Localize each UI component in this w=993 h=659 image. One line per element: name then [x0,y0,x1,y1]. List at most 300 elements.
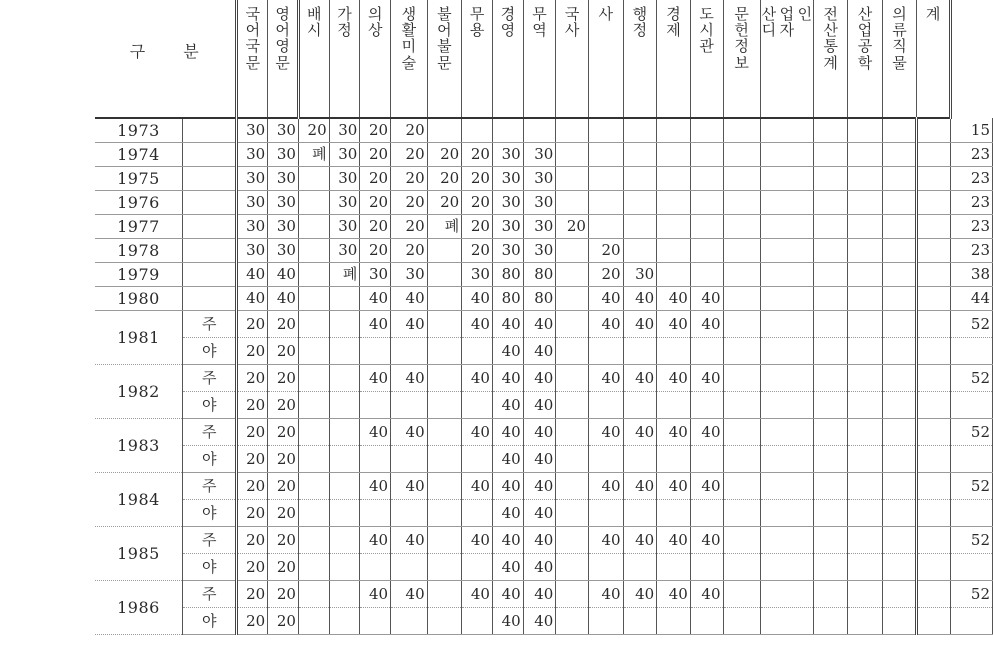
cell-eng: 20 [268,500,299,527]
cell-lib [690,554,723,581]
cell-trade: 40 [523,365,556,392]
cell-hist [556,118,589,143]
header-art-label: 생활미술 [401,5,417,72]
cell-hist [556,392,589,419]
cell-soc [588,554,623,581]
cell-info [723,167,760,191]
cell-stat [813,215,847,239]
cell-total [917,500,951,527]
cell-art: 40 [391,473,428,500]
cell-dance: 40 [462,311,493,338]
cell-econ [657,215,691,239]
cell-trade: 40 [523,311,556,338]
cell-ind [848,191,882,215]
cell-biz: 30 [492,215,523,239]
header-soc-label: 사 [598,5,614,23]
session-cell: 야 [182,608,237,635]
cell-hist [556,311,589,338]
cell-home [329,338,360,365]
cell-total [917,446,951,473]
cell-art [391,554,428,581]
cell-garment [882,365,916,392]
cell-art: 40 [391,581,428,608]
cell-dance [462,338,493,365]
cell-design [760,608,813,635]
header-dance-label: 무 용 [469,5,485,40]
cell-biz: 40 [492,365,523,392]
cell-art: 40 [391,527,428,554]
cell-total [917,143,951,167]
cell-dance: 40 [462,419,493,446]
cell-garment [882,608,916,635]
cell-fre: 폐 [427,215,462,239]
cell-biz: 40 [492,581,523,608]
cell-eng: 20 [268,554,299,581]
table-row [95,338,993,365]
header-eng-label: 영어영문 [275,5,290,72]
cell-home [329,473,360,500]
cell-info [723,365,760,392]
cell-design [760,311,813,338]
cell-garment [882,473,916,500]
cell-info [723,191,760,215]
cell-total: 23 [950,143,992,167]
cell-ind [848,239,882,263]
cell-eng: 20 [268,311,299,338]
cell-fre [427,554,462,581]
cell-hist [556,263,589,287]
cell-biz: 40 [492,311,523,338]
cell-total [917,263,951,287]
header-art [391,0,428,118]
cell-econ [657,239,691,263]
cell-kor: 20 [237,311,268,338]
cell-total: 23 [950,167,992,191]
cell-design [760,239,813,263]
cell-lib: 40 [690,311,723,338]
header-home-label: 가 정 [337,5,352,40]
session-cell [182,118,237,143]
cell-info [723,554,760,581]
cell-soc: 40 [588,287,623,311]
cell-total [917,365,951,392]
cell-cloth: 40 [360,311,391,338]
quota-table [95,0,993,635]
cell-art [391,446,428,473]
cell-adm [623,118,657,143]
cell-soc [588,446,623,473]
header-garment-label: 의류직물 [892,5,907,72]
cell-cloth: 40 [360,473,391,500]
cell-total [917,392,951,419]
cell-adm: 40 [623,473,657,500]
cell-biz: 30 [492,167,523,191]
cell-bio: 20 [298,118,329,143]
cell-stat [813,118,847,143]
year-cell: 1985 [95,527,182,581]
session-cell [182,263,237,287]
cell-info [723,118,760,143]
cell-home: 폐 [329,263,360,287]
session-cell: 야 [182,338,237,365]
cell-econ [657,554,691,581]
cell-garment [882,167,916,191]
cell-econ: 40 [657,473,691,500]
cell-ind [848,143,882,167]
cell-bio [298,527,329,554]
cell-kor: 20 [237,608,268,635]
header-dance [462,0,493,118]
header-adm-label: 행 정 [632,5,648,40]
cell-garment [882,527,916,554]
cell-art: 20 [391,167,428,191]
cell-dance [462,554,493,581]
cell-trade: 40 [523,446,556,473]
cell-ind [848,338,882,365]
header-biz-label: 경 영 [500,5,516,40]
header-biz [492,0,523,118]
cell-total: 52 [950,581,992,608]
header-econ-label: 경 제 [666,5,681,40]
cell-total [950,608,992,635]
cell-eng: 20 [268,581,299,608]
cell-kor: 20 [237,581,268,608]
year-cell: 1978 [95,239,182,263]
cell-info [723,473,760,500]
table-row [95,143,993,167]
cell-econ: 40 [657,365,691,392]
cell-adm [623,167,657,191]
table-row [95,608,993,635]
cell-bio [298,365,329,392]
cell-garment [882,191,916,215]
cell-eng: 30 [268,143,299,167]
cell-hist [556,473,589,500]
cell-garment [882,500,916,527]
cell-total [917,191,951,215]
year-cell: 1976 [95,191,182,215]
cell-hist [556,419,589,446]
cell-total [917,581,951,608]
cell-fre [427,473,462,500]
cell-stat [813,365,847,392]
cell-info [723,392,760,419]
session-cell: 주 [182,581,237,608]
cell-trade: 40 [523,473,556,500]
session-cell [182,215,237,239]
header-eng [268,0,299,118]
year-cell: 1974 [95,143,182,167]
cell-fre [427,446,462,473]
cell-home [329,365,360,392]
cell-stat [813,338,847,365]
header-design-part1: 산디 [761,5,777,40]
cell-total [950,554,992,581]
cell-design [760,143,813,167]
cell-dance [462,608,493,635]
cell-adm: 40 [623,419,657,446]
header-cloth [360,0,391,118]
cell-total [950,338,992,365]
cell-lib [690,446,723,473]
cell-design [760,338,813,365]
cell-kor: 20 [237,554,268,581]
cell-lib [690,608,723,635]
cell-hist [556,446,589,473]
cell-adm [623,500,657,527]
cell-trade: 30 [523,191,556,215]
header-stat [813,0,847,118]
cell-hist [556,167,589,191]
cell-ind [848,527,882,554]
year-cell: 1981 [95,311,182,365]
cell-trade: 30 [523,239,556,263]
cell-ind [848,554,882,581]
cell-cloth: 20 [360,215,391,239]
cell-bio [298,473,329,500]
table-row [95,581,993,608]
cell-econ [657,118,691,143]
cell-garment [882,143,916,167]
cell-art: 20 [391,215,428,239]
cell-trade: 40 [523,500,556,527]
cell-art [391,500,428,527]
cell-stat [813,500,847,527]
cell-total: 52 [950,419,992,446]
cell-cloth [360,608,391,635]
cell-total [950,500,992,527]
header-soc [588,0,623,118]
cell-eng: 20 [268,527,299,554]
header-fre-label: 불어불문 [437,5,452,72]
cell-fre [427,287,462,311]
cell-kor: 30 [237,143,268,167]
header-category-char2: 분 [183,41,201,61]
cell-eng: 20 [268,392,299,419]
cell-cloth: 40 [360,419,391,446]
cell-biz: 30 [492,191,523,215]
session-cell: 야 [182,446,237,473]
cell-hist [556,365,589,392]
cell-total [917,215,951,239]
cell-cloth: 40 [360,287,391,311]
cell-info [723,215,760,239]
cell-trade: 30 [523,167,556,191]
cell-info [723,419,760,446]
cell-econ [657,500,691,527]
cell-ind [848,581,882,608]
session-cell [182,239,237,263]
cell-home [329,392,360,419]
cell-eng: 20 [268,419,299,446]
cell-total: 23 [950,191,992,215]
header-kor-label: 국어국문 [245,5,261,72]
cell-art: 20 [391,191,428,215]
cell-home: 30 [329,215,360,239]
cell-trade: 30 [523,215,556,239]
cell-lib [690,215,723,239]
cell-stat [813,419,847,446]
cell-fre [427,338,462,365]
cell-fre [427,365,462,392]
cell-lib: 40 [690,581,723,608]
cell-hist [556,143,589,167]
table-row [95,446,993,473]
cell-garment [882,419,916,446]
cell-total [917,527,951,554]
cell-garment [882,554,916,581]
cell-cloth: 20 [360,191,391,215]
cell-stat [813,473,847,500]
quota-table-body [95,0,993,635]
cell-soc: 40 [588,473,623,500]
cell-lib: 40 [690,527,723,554]
header-trade [523,0,556,118]
cell-ind [848,311,882,338]
cell-fre [427,392,462,419]
cell-art: 20 [391,239,428,263]
cell-trade: 80 [523,287,556,311]
year-cell: 1983 [95,419,182,473]
cell-biz: 40 [492,608,523,635]
cell-garment [882,118,916,143]
cell-econ [657,338,691,365]
cell-econ [657,446,691,473]
cell-art: 30 [391,263,428,287]
cell-fre [427,263,462,287]
year-cell: 1975 [95,167,182,191]
cell-lib [690,500,723,527]
header-design-part2: 업자 [779,5,795,40]
session-cell: 주 [182,419,237,446]
cell-soc: 40 [588,527,623,554]
cell-info [723,311,760,338]
cell-soc [588,338,623,365]
cell-garment [882,215,916,239]
cell-stat [813,191,847,215]
cell-biz: 30 [492,143,523,167]
cell-kor: 40 [237,287,268,311]
cell-ind [848,392,882,419]
cell-biz: 30 [492,239,523,263]
cell-stat [813,287,847,311]
cell-total [917,239,951,263]
cell-dance: 20 [462,167,493,191]
cell-bio [298,167,329,191]
table-row [95,215,993,239]
cell-total [917,554,951,581]
cell-stat [813,581,847,608]
cell-garment [882,263,916,287]
cell-cloth: 40 [360,581,391,608]
cell-adm: 40 [623,581,657,608]
cell-dance [462,500,493,527]
cell-hist [556,239,589,263]
cell-econ [657,608,691,635]
cell-home [329,581,360,608]
cell-stat [813,167,847,191]
table-row [95,263,993,287]
cell-adm: 40 [623,287,657,311]
cell-info [723,338,760,365]
header-adm [623,0,657,118]
cell-home [329,527,360,554]
cell-dance: 40 [462,527,493,554]
cell-bio [298,554,329,581]
table-row [95,473,993,500]
cell-trade: 40 [523,419,556,446]
cell-home [329,287,360,311]
cell-info [723,287,760,311]
cell-biz: 40 [492,419,523,446]
cell-adm [623,215,657,239]
cell-stat [813,446,847,473]
cell-kor: 30 [237,239,268,263]
cell-hist: 20 [556,215,589,239]
cell-art: 40 [391,419,428,446]
cell-kor: 20 [237,500,268,527]
cell-adm: 40 [623,311,657,338]
cell-fre: 20 [427,191,462,215]
table-row [95,392,993,419]
cell-garment [882,338,916,365]
cell-cloth: 20 [360,167,391,191]
cell-lib [690,167,723,191]
table-row [95,118,993,143]
cell-fre [427,311,462,338]
cell-econ [657,191,691,215]
cell-biz: 40 [492,392,523,419]
header-hist [556,0,589,118]
cell-dance: 20 [462,239,493,263]
cell-home [329,500,360,527]
cell-total [917,419,951,446]
header-garment [882,0,916,118]
cell-econ: 40 [657,419,691,446]
header-trade-label: 무 역 [532,5,547,40]
cell-total [917,338,951,365]
cell-total [950,446,992,473]
cell-bio [298,608,329,635]
cell-cloth: 40 [360,365,391,392]
table-row [95,419,993,446]
year-cell: 1973 [95,118,182,143]
cell-lib [690,191,723,215]
cell-home [329,608,360,635]
cell-stat [813,608,847,635]
cell-bio [298,191,329,215]
cell-home: 30 [329,167,360,191]
cell-eng: 30 [268,215,299,239]
cell-econ [657,263,691,287]
cell-soc [588,215,623,239]
header-total-label: 계 [925,5,941,23]
cell-soc [588,118,623,143]
cell-trade: 40 [523,581,556,608]
cell-dance: 20 [462,143,493,167]
cell-hist [556,527,589,554]
cell-kor: 20 [237,338,268,365]
cell-kor: 40 [237,263,268,287]
session-cell [182,143,237,167]
cell-kor: 20 [237,473,268,500]
cell-fre [427,581,462,608]
year-cell: 1977 [95,215,182,239]
cell-trade: 40 [523,608,556,635]
cell-eng: 30 [268,191,299,215]
session-cell [182,167,237,191]
session-cell: 주 [182,473,237,500]
